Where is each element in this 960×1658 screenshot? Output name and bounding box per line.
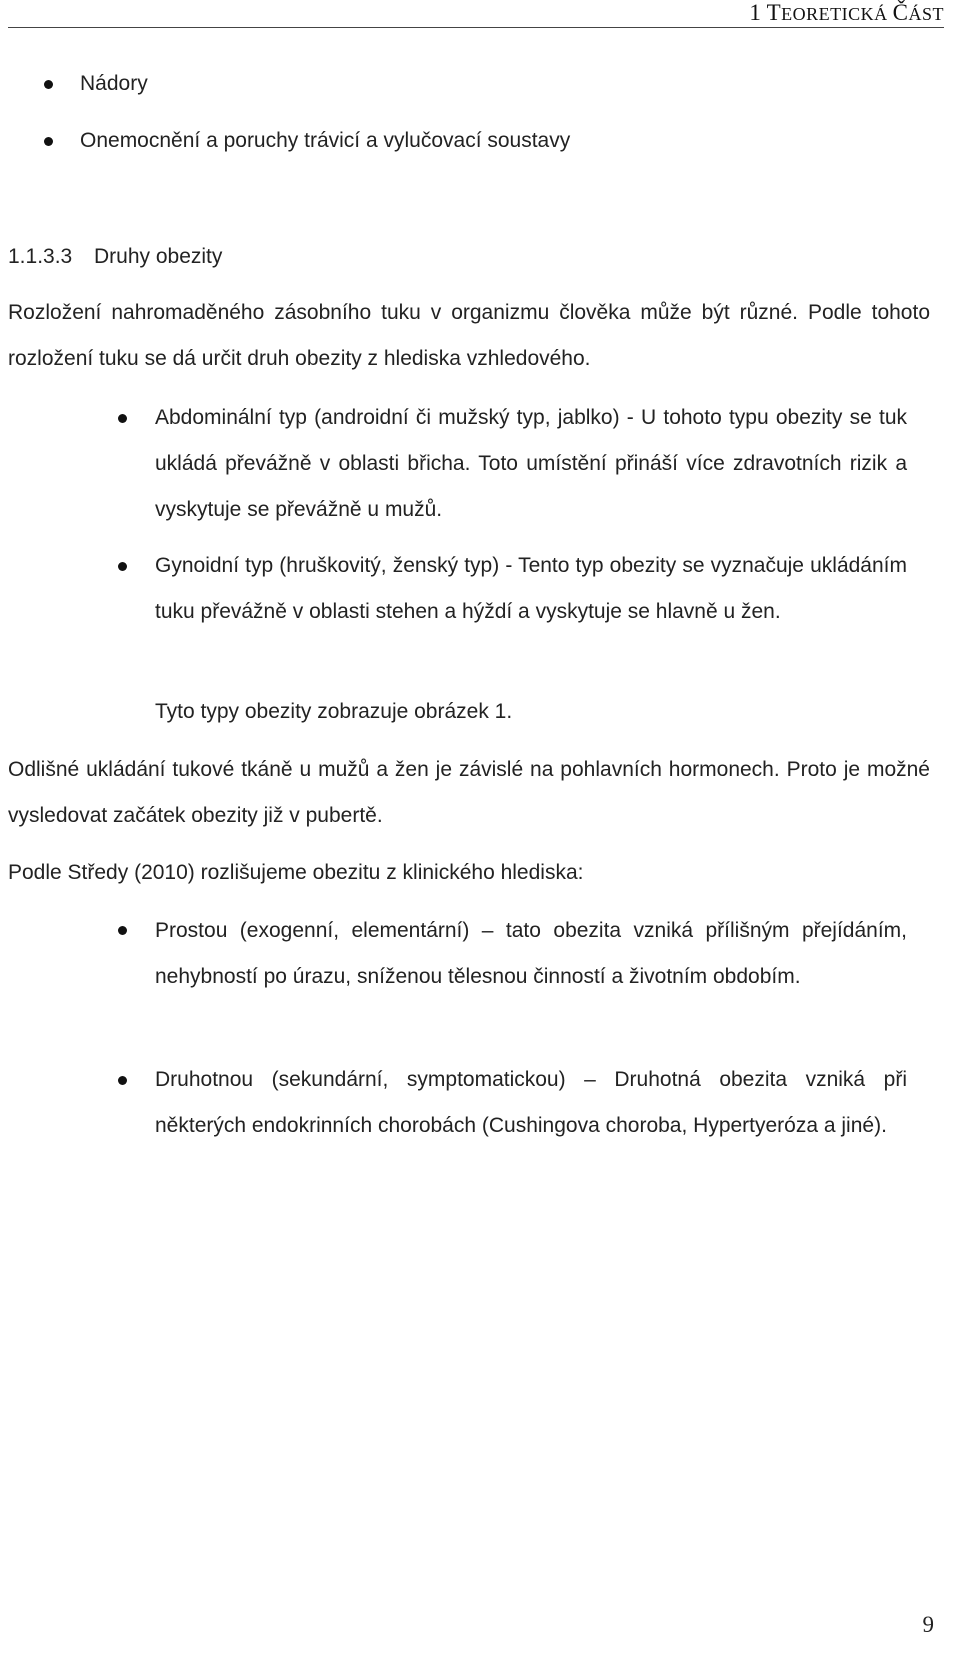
section-number: 1.1.3.3 bbox=[8, 245, 73, 268]
bullet-icon bbox=[44, 137, 53, 146]
clinical-intro: Podle Středy (2010) rozlišujeme obezitu z klinického hlediska: bbox=[8, 861, 584, 884]
bullet-icon bbox=[118, 562, 127, 571]
types-note: Tyto typy obezity zobrazuje obrázek 1. bbox=[155, 700, 513, 723]
bullet-icon bbox=[118, 1076, 127, 1085]
page-number: 9 bbox=[922, 1612, 934, 1637]
section-heading bbox=[8, 243, 222, 271]
header-chapter-title: TEORETICKÁ ČÁST bbox=[766, 0, 944, 25]
header-chapter-number: 1 bbox=[749, 0, 761, 25]
bullet-icon bbox=[118, 414, 127, 423]
header-rule bbox=[8, 27, 944, 28]
hormones-paragraph: Odlišné ukládání tukové tkáně u mužů a žen je závislé na pohlavních hormonech. Proto je možné vysledovat začátek obezity již v pubertě. bbox=[8, 758, 930, 827]
list-item-secondary: Druhotnou (sekundární, symptomatickou) – Druhotná obezita vzniká při některých endokrinních chorobách (Cushingova choroba, Hypertyeróza a jiné). bbox=[155, 1068, 907, 1137]
list-item-tumors: Nádory bbox=[80, 72, 148, 95]
section-title: Druhy obezity bbox=[94, 245, 223, 268]
list-item-digestive: Onemocnění a poruchy trávicí a vylučovací soustavy bbox=[80, 129, 571, 152]
list-item-abdominal: Abdominální typ (androidní či mužský typ, jablko) - U tohoto typu obezity se tuk ukládá převážně v oblasti břicha. Toto umístění přináší více zdravotních rizik a vyskytuje se převážně u mužů. bbox=[155, 406, 907, 521]
running-header bbox=[749, 0, 944, 26]
intro-paragraph: Rozložení nahromaděného zásobního tuku v organizmu člověka může být různé. Podle tohoto rozložení tuku se dá určit druh obezity z hlediska vzhledového. bbox=[8, 301, 930, 370]
bullet-icon bbox=[44, 80, 53, 89]
list-item-primary: Prostou (exogenní, elementární) – tato obezita vzniká přílišným přejídáním, nehybností po úrazu, sníženou tělesnou činností a životním obdobím. bbox=[155, 919, 907, 988]
bullet-icon bbox=[118, 926, 127, 935]
list-item-gynoid: Gynoidní typ (hruškovitý, ženský typ) - Tento typ obezity se vyznačuje ukládáním tuku převážně v oblasti stehen a hýždí a vyskytuje se hlavně u žen. bbox=[155, 554, 907, 623]
